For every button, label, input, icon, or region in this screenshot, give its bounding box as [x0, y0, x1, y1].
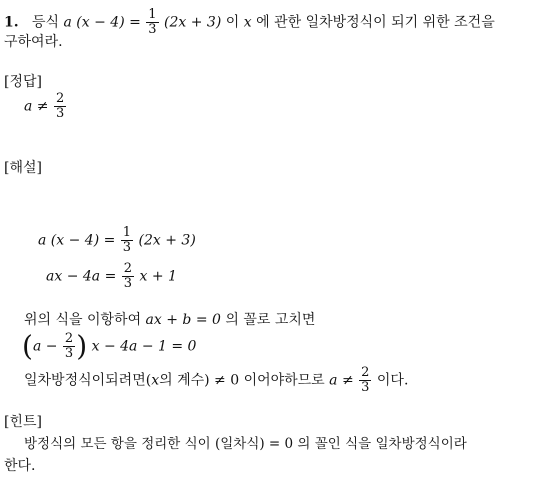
answer-label: [정답] [4, 74, 42, 90]
problem-var-x: x [243, 14, 252, 31]
solution-step-2 [22, 329, 197, 363]
step2-a: a − [32, 338, 58, 355]
eq1-num: 1 [122, 225, 132, 240]
answer-expr-left: a ≠ [24, 98, 53, 115]
step1-expr: ax + b = 0 [145, 312, 221, 328]
eq2-fraction [122, 262, 134, 291]
step2-den: 3 [64, 346, 74, 361]
solution-eq-2 [46, 262, 177, 291]
step3-b: 의 계수) ≠ 0 이어야하므로 [159, 372, 325, 389]
step2-close-paren: ) [76, 329, 88, 363]
problem-frac-den: 3 [148, 22, 157, 37]
answer-expression [24, 92, 67, 121]
problem-line-2: 구하여라. [4, 34, 63, 50]
problem-number: 1. [4, 14, 19, 31]
eq1-fraction [121, 226, 133, 255]
problem-line-1 [4, 8, 495, 37]
answer-fraction [54, 92, 66, 121]
problem-text-c: 에 관한 일차방정식이 되기 위한 조건을 [256, 14, 495, 31]
problem-text-a: 등식 [31, 14, 60, 31]
step2-fraction [63, 332, 75, 361]
step3-tail: 이다. [376, 372, 409, 389]
step2-num: 2 [64, 331, 74, 346]
problem-fraction [146, 8, 158, 37]
step3-x: x [151, 372, 160, 389]
step1-tail: 의 꼴로 고치면 [225, 312, 316, 328]
solution-step-3 [24, 366, 408, 395]
eq1-den: 3 [122, 240, 132, 255]
hint-line-1: 방정식의 모든 항을 정리한 식이 (일차식) = 0 의 꼴인 식을 일차방정식이라 [24, 436, 467, 452]
eq2-left: ax − 4a = [46, 268, 121, 285]
solution-eq-1 [38, 226, 196, 255]
step1-text: 위의 식을 이항하여 [24, 312, 142, 328]
solution-step-1 [24, 310, 315, 330]
step3-a: 일차방정식이되려면( [24, 372, 152, 389]
problem-eq-left: a (x − 4) = [63, 14, 146, 31]
eq2-num: 2 [123, 261, 133, 276]
step2-rest: x − 4a − 1 = 0 [91, 338, 197, 355]
problem-eq-right: (2x + 3) [164, 14, 222, 31]
problem-text-b: 이 [225, 14, 240, 31]
step3-num: 2 [361, 365, 370, 380]
answer-frac-num: 2 [55, 91, 65, 106]
step3-expr: a ≠ [329, 372, 354, 389]
problem-frac-num: 1 [148, 7, 157, 22]
eq2-den: 3 [123, 276, 133, 291]
answer-frac-den: 3 [55, 106, 65, 121]
eq1-left: a (x − 4) = [38, 232, 120, 249]
step3-fraction [359, 366, 371, 395]
solution-label: [해설] [4, 160, 42, 176]
hint-line-2: 한다. [4, 458, 36, 474]
hint-label: [힌트] [4, 414, 42, 430]
eq1-right: (2x + 3) [138, 232, 196, 249]
eq2-right: x + 1 [139, 268, 177, 285]
step3-den: 3 [361, 380, 370, 395]
step2-open-paren: ( [22, 329, 33, 363]
